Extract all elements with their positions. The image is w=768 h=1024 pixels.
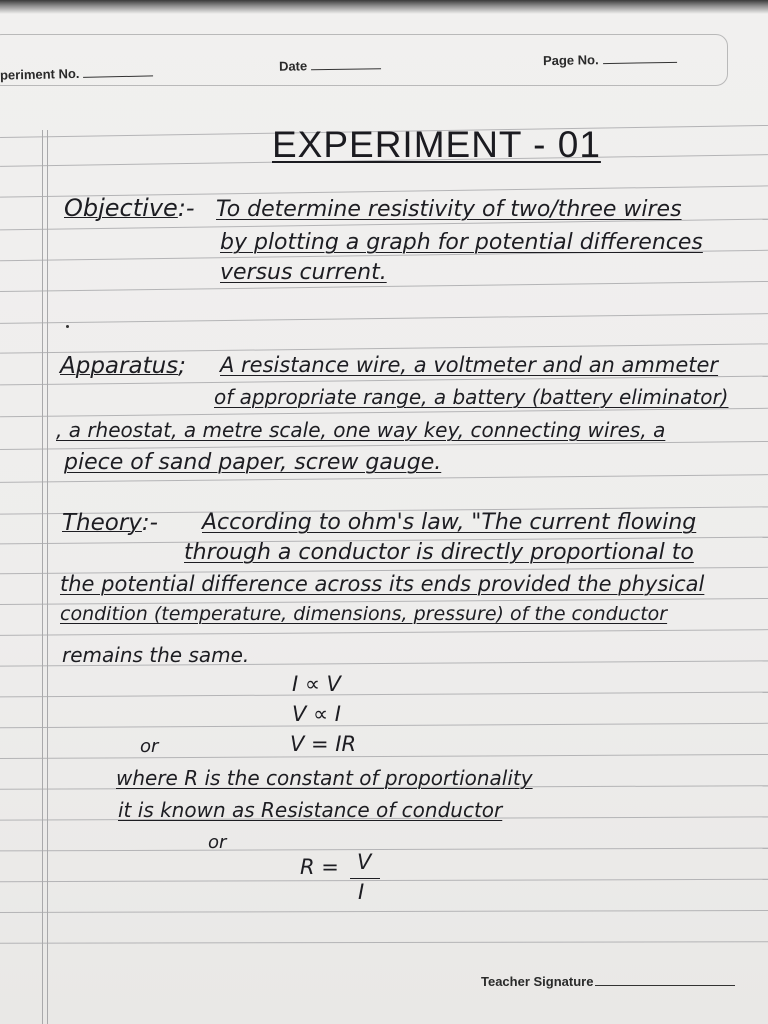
equation-r-denominator: I bbox=[358, 880, 365, 904]
ruled-line bbox=[0, 848, 768, 852]
teacher-signature-label: Teacher Signature bbox=[481, 974, 594, 989]
theory-line-5: remains the same. bbox=[62, 643, 250, 667]
apparatus-line-3: , a rheostat, a metre scale, one way key, connecting wires, a bbox=[56, 418, 666, 442]
teacher-signature-blank bbox=[595, 985, 735, 986]
pen-dot bbox=[66, 325, 69, 328]
objective-label: Objective bbox=[64, 194, 178, 222]
page-no-blank bbox=[603, 52, 677, 64]
equation-v-equals-ir: V = IR bbox=[290, 732, 357, 756]
theory-line-2: through a conductor is directly proportional to bbox=[184, 540, 694, 565]
equation-r-numerator: V bbox=[357, 850, 372, 874]
ruled-line bbox=[0, 941, 768, 944]
experiment-no-field bbox=[0, 64, 154, 82]
ruled-line bbox=[0, 723, 768, 728]
ruled-line bbox=[0, 910, 768, 913]
theory-line-1: According to ohm's law, "The current flowing bbox=[202, 510, 697, 535]
theory-line-3: the potential difference across its ends provided the physical bbox=[60, 572, 705, 596]
ruled-line bbox=[0, 879, 768, 882]
equation-r-lhs: R = bbox=[300, 855, 339, 879]
ruled-line bbox=[0, 629, 768, 636]
objective-separator: :- bbox=[177, 194, 195, 222]
equation-v-prop-i: V ∝ I bbox=[292, 702, 341, 726]
theory-heading bbox=[62, 512, 158, 535]
objective-heading bbox=[64, 196, 195, 220]
margin-line-2 bbox=[47, 130, 48, 1024]
page-title: EXPERIMENT - 01 bbox=[272, 124, 601, 165]
ruled-line bbox=[0, 474, 768, 483]
fraction-bar bbox=[350, 878, 380, 879]
page-no-label: Page No. bbox=[542, 52, 599, 69]
apparatus-separator: ; bbox=[178, 353, 186, 379]
ruled-line bbox=[0, 408, 768, 417]
date-blank bbox=[311, 58, 381, 70]
apparatus-heading bbox=[60, 355, 186, 378]
or-word-2: or bbox=[208, 832, 227, 853]
ruled-line bbox=[0, 754, 768, 759]
experiment-no-label: periment No. bbox=[0, 65, 80, 83]
theory-line-4: condition (temperature, dimensions, pressure) of the conductor bbox=[60, 603, 668, 625]
page-no-field bbox=[543, 51, 677, 68]
theory-label: Theory bbox=[62, 510, 142, 536]
teacher-signature-field bbox=[481, 974, 735, 989]
apparatus-line-4: piece of sand paper, screw gauge. bbox=[64, 450, 442, 475]
theory-separator: :- bbox=[141, 510, 158, 536]
ruled-line bbox=[0, 692, 768, 698]
page-edge-shadow bbox=[0, 0, 768, 14]
date-label: Date bbox=[278, 58, 308, 74]
equation-i-prop-v: I ∝ V bbox=[292, 672, 341, 696]
objective-line-1: To determine resistivity of two/three wires bbox=[216, 197, 682, 222]
objective-line-3: versus current. bbox=[220, 260, 387, 285]
objective-line-2: by plotting a graph for potential differences bbox=[220, 230, 703, 255]
ruled-line bbox=[0, 441, 768, 450]
date-field bbox=[279, 57, 381, 73]
apparatus-label: Apparatus bbox=[60, 353, 179, 379]
apparatus-line-1: A resistance wire, a voltmeter and an ammeter bbox=[220, 353, 719, 377]
margin-line-1 bbox=[42, 130, 43, 1024]
where-line-2: it is known as Resistance of conductor bbox=[118, 798, 503, 822]
apparatus-line-2: of appropriate range, a battery (battery eliminator) bbox=[214, 385, 729, 409]
ruled-line bbox=[0, 313, 768, 324]
experiment-no-blank bbox=[83, 65, 153, 77]
or-word-1: or bbox=[140, 736, 159, 757]
where-line-1: where R is the constant of proportionality bbox=[116, 766, 533, 790]
